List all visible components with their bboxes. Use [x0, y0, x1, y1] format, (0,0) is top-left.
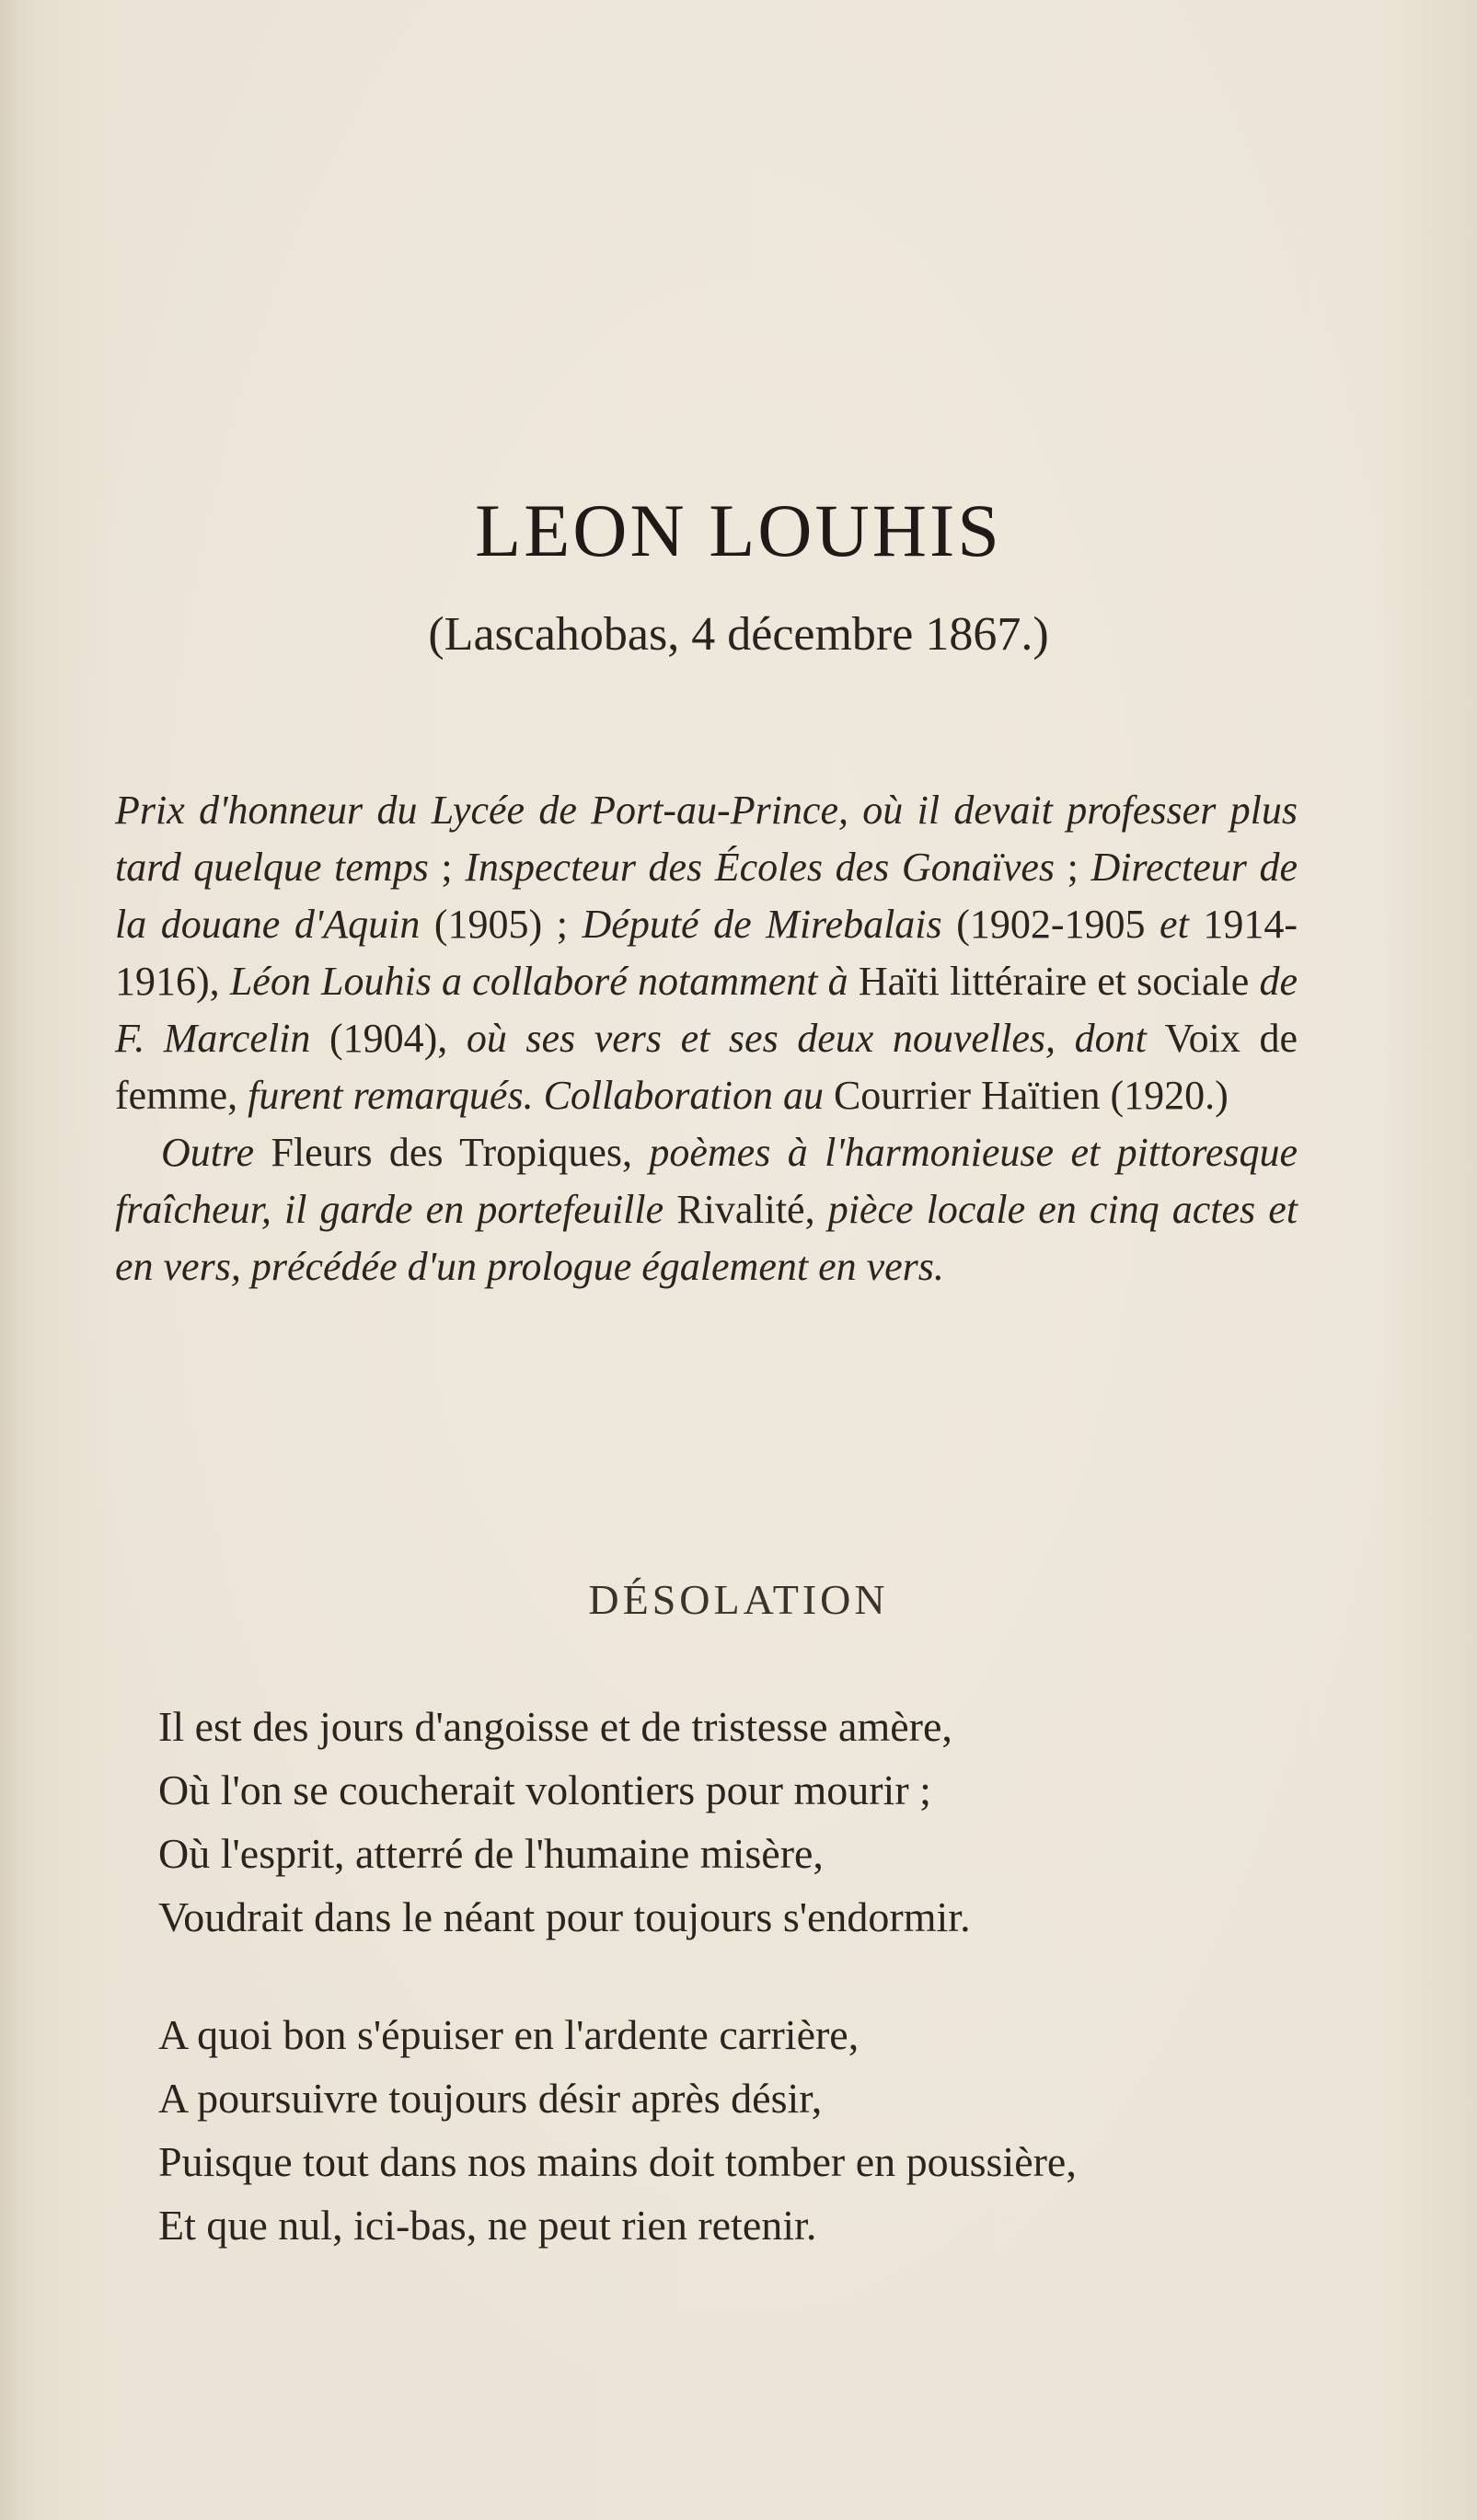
poem-line: Puisque tout dans nos mains doit tomber en poussière, — [158, 2138, 1077, 2185]
bio-segment: (1904), — [310, 1016, 467, 1061]
bio-segment: Député de Mirebalais — [582, 902, 942, 947]
author-name-heading: LEON LOUHIS — [475, 489, 1002, 572]
bio-segment: Outre — [161, 1130, 255, 1175]
poem-line: Et que nul, ici-bas, ne peut rien retenir. — [158, 2202, 817, 2249]
bio-segment: pièce locale en cinq actes et en vers, précédée d'un prologue également en vers. — [115, 1187, 1298, 1289]
bio-segment: Voix de femme, — [115, 1016, 1298, 1118]
biography — [115, 782, 1298, 1295]
bio-segment: poèmes à l'harmonieuse et pittoresque fraîcheur, il garde en portefeuille — [115, 1130, 1298, 1232]
bio-segment: ; — [1055, 845, 1091, 890]
bio-segment: Rivalité, — [663, 1187, 828, 1232]
poem-line: Où l'esprit, atterré de l'humaine misère, — [158, 1830, 824, 1877]
poem-stanza-1 — [158, 1695, 1299, 1949]
bio-segment: Inspecteur des Écoles des Gonaïves — [465, 845, 1056, 890]
poem-line: A poursuivre toujours désir après désir, — [158, 2075, 823, 2122]
bio-segment: 1914-1916), — [115, 902, 1298, 1004]
poem-line: Voudrait dans le néant pour toujours s'endormir. — [158, 1893, 971, 1940]
bio-segment: Haïti littéraire et sociale — [848, 959, 1260, 1004]
bio-segment: Prix d'honneur du Lycée de Port-au-Prince, où il devait professer plus tard quelque temps — [115, 788, 1298, 890]
author-origin-subheading: (Lascahobas, 4 décembre 1867.) — [428, 608, 1049, 661]
poem-line: Où l'on se coucherait volontiers pour mourir ; — [158, 1766, 931, 1813]
bio-segment: ; — [428, 845, 466, 890]
bio-segment: et — [1160, 902, 1189, 947]
bio-segment: de F. Marcelin — [115, 959, 1298, 1061]
bio-segment: Courrier Haïtien (1920.) — [823, 1073, 1229, 1118]
bio-segment: Fleurs des Tropiques, — [254, 1130, 650, 1175]
bio-segment: Léon Louhis a collaboré notamment à — [229, 959, 848, 1004]
bio-segment: furent remarqués. Collaboration au — [248, 1073, 824, 1118]
poem-line: A quoi bon s'épuiser en l'ardente carrière, — [158, 2011, 860, 2058]
bio-segment: (1905) ; — [420, 902, 583, 947]
poem-stanza-2 — [158, 2003, 1299, 2257]
bio-segment: (1902-1905 — [941, 902, 1160, 947]
bio-segment: Directeur de la douane d'Aquin — [115, 845, 1298, 947]
poem-line: Il est des jours d'angoisse et de tristesse amère, — [158, 1703, 952, 1750]
bio-paragraph-1 — [115, 782, 1298, 1124]
bio-segment: où ses vers et ses deux nouvelles, dont — [466, 1016, 1147, 1061]
poem-title: DÉSOLATION — [588, 1576, 889, 1623]
bio-paragraph-2 — [115, 1124, 1298, 1295]
